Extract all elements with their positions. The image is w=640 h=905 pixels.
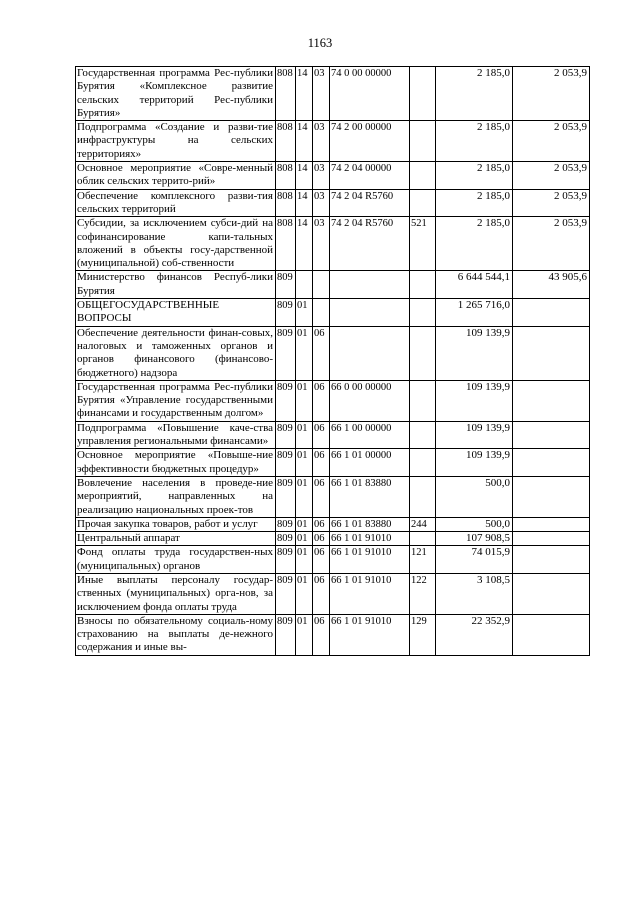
amount-secondary-cell [513, 532, 590, 546]
target-article-cell: 74 2 04 R5760 [330, 217, 410, 271]
row-name-cell: Вовлечение населения в проведе-ние мероприятий, направленных на реализацию национальных проек-тов [76, 476, 276, 517]
target-article-cell: 74 2 00 00000 [330, 121, 410, 162]
amount-cell: 2 185,0 [436, 189, 513, 217]
subsection-code-cell: 03 [313, 217, 330, 271]
amount-cell: 2 185,0 [436, 121, 513, 162]
table-row [76, 121, 590, 162]
amount-secondary-cell: 2 053,9 [513, 121, 590, 162]
ministry-code-cell: 809 [276, 326, 296, 380]
amount-secondary-cell [513, 517, 590, 531]
target-article-cell: 66 1 01 91010 [330, 614, 410, 655]
subsection-code-cell: 06 [313, 421, 330, 449]
row-name-cell: Прочая закупка товаров, работ и услуг [76, 517, 276, 531]
row-name-cell: Государственная программа Рес-публики Бурятия «Управление государственными финансами и государственным долгом» [76, 380, 276, 421]
amount-cell: 22 352,9 [436, 614, 513, 655]
amount-secondary-cell [513, 573, 590, 614]
target-article-cell: 66 1 01 91010 [330, 532, 410, 546]
ministry-code-cell: 808 [276, 67, 296, 121]
row-name-cell: Подпрограмма «Повышение каче-ства управления региональными финансами» [76, 421, 276, 449]
table-row [76, 271, 590, 299]
section-code-cell: 01 [296, 380, 313, 421]
row-name-cell: Министерство финансов Респуб-лики Бурятия [76, 271, 276, 299]
subsection-code-cell: 06 [313, 546, 330, 574]
amount-cell: 109 139,9 [436, 326, 513, 380]
section-code-cell: 01 [296, 449, 313, 477]
amount-secondary-cell: 2 053,9 [513, 217, 590, 271]
expense-type-cell [410, 67, 436, 121]
row-name-cell: Центральный аппарат [76, 532, 276, 546]
expense-type-cell [410, 162, 436, 190]
row-name-cell: Обеспечение деятельности финан-совых, налоговых и таможенных органов и органов финансового (финансово-бюджетного) надзора [76, 326, 276, 380]
ministry-code-cell: 808 [276, 217, 296, 271]
amount-secondary-cell [513, 421, 590, 449]
row-name-cell: ОБЩЕГОСУДАРСТВЕННЫЕ ВОПРОСЫ [76, 299, 276, 327]
table-row [76, 67, 590, 121]
expense-type-cell: 521 [410, 217, 436, 271]
expense-type-cell [410, 326, 436, 380]
amount-secondary-cell [513, 614, 590, 655]
row-name-cell: Взносы по обязательному социаль-ному страхованию на выплаты де-нежного содержания и иные вы- [76, 614, 276, 655]
amount-secondary-cell: 2 053,9 [513, 189, 590, 217]
subsection-code-cell [313, 271, 330, 299]
ministry-code-cell: 809 [276, 421, 296, 449]
table-row [76, 614, 590, 655]
table-row [76, 421, 590, 449]
expense-type-cell [410, 476, 436, 517]
expense-type-cell: 129 [410, 614, 436, 655]
expense-type-cell [410, 421, 436, 449]
section-code-cell: 01 [296, 573, 313, 614]
subsection-code-cell: 06 [313, 380, 330, 421]
row-name-cell: Иные выплаты персоналу государ-ственных (муниципальных) орга-нов, за исключением фонда оплаты труда [76, 573, 276, 614]
expense-type-cell [410, 189, 436, 217]
section-code-cell: 14 [296, 217, 313, 271]
expense-type-cell [410, 380, 436, 421]
expense-type-cell [410, 271, 436, 299]
amount-secondary-cell [513, 546, 590, 574]
target-article-cell [330, 326, 410, 380]
section-code-cell: 01 [296, 476, 313, 517]
ministry-code-cell: 809 [276, 476, 296, 517]
expense-type-cell [410, 449, 436, 477]
table-row [76, 517, 590, 531]
table-row [76, 573, 590, 614]
ministry-code-cell: 809 [276, 546, 296, 574]
subsection-code-cell [313, 299, 330, 327]
expense-type-cell: 122 [410, 573, 436, 614]
amount-cell: 74 015,9 [436, 546, 513, 574]
amount-cell: 2 185,0 [436, 67, 513, 121]
table-row [76, 326, 590, 380]
subsection-code-cell: 03 [313, 121, 330, 162]
amount-secondary-cell: 2 053,9 [513, 67, 590, 121]
amount-cell: 107 908,5 [436, 532, 513, 546]
amount-cell: 3 108,5 [436, 573, 513, 614]
subsection-code-cell: 06 [313, 614, 330, 655]
section-code-cell: 01 [296, 421, 313, 449]
amount-cell: 2 185,0 [436, 162, 513, 190]
amount-secondary-cell [513, 449, 590, 477]
target-article-cell [330, 271, 410, 299]
target-article-cell: 66 1 01 83880 [330, 476, 410, 517]
page-number: 1163 [307, 36, 333, 50]
section-code-cell: 01 [296, 614, 313, 655]
ministry-code-cell: 809 [276, 614, 296, 655]
subsection-code-cell: 03 [313, 67, 330, 121]
subsection-code-cell: 06 [313, 517, 330, 531]
amount-cell: 2 185,0 [436, 217, 513, 271]
subsection-code-cell: 06 [313, 476, 330, 517]
table-row [76, 476, 590, 517]
budget-table [75, 66, 590, 656]
section-code-cell: 14 [296, 67, 313, 121]
section-code-cell: 14 [296, 189, 313, 217]
amount-secondary-cell: 43 905,6 [513, 271, 590, 299]
ministry-code-cell: 808 [276, 162, 296, 190]
section-code-cell: 01 [296, 299, 313, 327]
ministry-code-cell: 809 [276, 573, 296, 614]
target-article-cell: 74 2 04 00000 [330, 162, 410, 190]
expense-type-cell [410, 121, 436, 162]
row-name-cell: Фонд оплаты труда государствен-ных (муниципальных) органов [76, 546, 276, 574]
table-row [76, 380, 590, 421]
section-code-cell: 01 [296, 326, 313, 380]
row-name-cell: Основное мероприятие «Повыше-ние эффективности бюджетных процедур» [76, 449, 276, 477]
row-name-cell: Субсидии, за исключением субси-дий на софинансирование капи-тальных вложений в объекты госу-дарственной (муниципальной) соб-ственности [76, 217, 276, 271]
expense-type-cell [410, 532, 436, 546]
subsection-code-cell: 06 [313, 449, 330, 477]
ministry-code-cell: 808 [276, 189, 296, 217]
amount-cell: 109 139,9 [436, 449, 513, 477]
target-article-cell: 74 2 04 R5760 [330, 189, 410, 217]
amount-secondary-cell: 2 053,9 [513, 162, 590, 190]
row-name-cell: Основное мероприятие «Совре-менный облик сельских террито-рий» [76, 162, 276, 190]
subsection-code-cell: 03 [313, 189, 330, 217]
expense-type-cell: 244 [410, 517, 436, 531]
section-code-cell: 01 [296, 517, 313, 531]
ministry-code-cell: 809 [276, 271, 296, 299]
amount-cell: 500,0 [436, 476, 513, 517]
subsection-code-cell: 03 [313, 162, 330, 190]
table-row [76, 449, 590, 477]
amount-cell: 500,0 [436, 517, 513, 531]
ministry-code-cell: 809 [276, 449, 296, 477]
section-code-cell: 01 [296, 532, 313, 546]
expense-type-cell: 121 [410, 546, 436, 574]
subsection-code-cell: 06 [313, 326, 330, 380]
ministry-code-cell: 809 [276, 532, 296, 546]
table-row [76, 162, 590, 190]
table-row [76, 532, 590, 546]
subsection-code-cell: 06 [313, 573, 330, 614]
table-row [76, 299, 590, 327]
amount-cell: 109 139,9 [436, 421, 513, 449]
amount-secondary-cell [513, 299, 590, 327]
section-code-cell: 01 [296, 546, 313, 574]
amount-secondary-cell [513, 326, 590, 380]
target-article-cell: 74 0 00 00000 [330, 67, 410, 121]
section-code-cell: 14 [296, 162, 313, 190]
ministry-code-cell: 809 [276, 380, 296, 421]
table-row [76, 217, 590, 271]
subsection-code-cell: 06 [313, 532, 330, 546]
target-article-cell: 66 1 01 83880 [330, 517, 410, 531]
amount-cell: 109 139,9 [436, 380, 513, 421]
row-name-cell: Государственная программа Рес-публики Бурятия «Комплексное развитие сельских территорий Рес-публики Бурятия» [76, 67, 276, 121]
section-code-cell: 14 [296, 121, 313, 162]
amount-secondary-cell [513, 380, 590, 421]
amount-cell: 6 644 544,1 [436, 271, 513, 299]
section-code-cell [296, 271, 313, 299]
ministry-code-cell: 808 [276, 121, 296, 162]
row-name-cell: Обеспечение комплексного разви-тия сельских территорий [76, 189, 276, 217]
target-article-cell [330, 299, 410, 327]
table-row [76, 546, 590, 574]
target-article-cell: 66 1 01 91010 [330, 546, 410, 574]
amount-cell: 1 265 716,0 [436, 299, 513, 327]
target-article-cell: 66 1 01 91010 [330, 573, 410, 614]
amount-secondary-cell [513, 476, 590, 517]
target-article-cell: 66 1 00 00000 [330, 421, 410, 449]
table-body [76, 67, 590, 656]
ministry-code-cell: 809 [276, 517, 296, 531]
target-article-cell: 66 0 00 00000 [330, 380, 410, 421]
ministry-code-cell: 809 [276, 299, 296, 327]
target-article-cell: 66 1 01 00000 [330, 449, 410, 477]
table-row [76, 189, 590, 217]
row-name-cell: Подпрограмма «Создание и разви-тие инфраструктуры на сельских территориях» [76, 121, 276, 162]
expense-type-cell [410, 299, 436, 327]
